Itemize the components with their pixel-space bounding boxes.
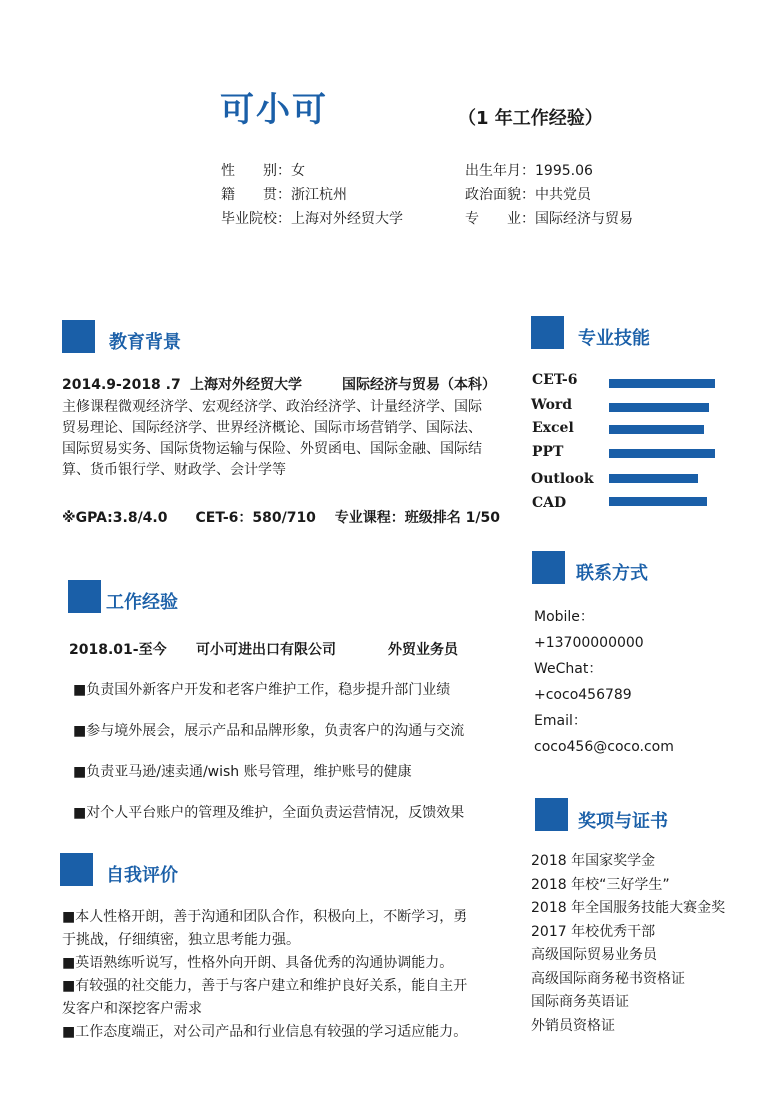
info-value: 浙江杭州: [291, 187, 347, 203]
section-marker: [532, 551, 565, 584]
info-key: 毕业院校：: [221, 211, 291, 227]
education-major: 国际经济与贸易（本科）: [342, 377, 496, 393]
skill-label: PPT: [532, 444, 564, 460]
info-key: 出生年月：: [465, 163, 535, 179]
award-item: 2018 年全国服务技能大赛金奖: [531, 900, 726, 916]
awards-list: [531, 850, 725, 1038]
info-key: 专 业：: [465, 211, 535, 227]
contact-info: [534, 604, 674, 760]
work-position: 外贸业务员: [388, 642, 458, 658]
skills-title: 专业技能: [578, 328, 650, 349]
work-item: ■对个人平台账户的管理及维护，全面负责运营情况，反馈效果: [73, 805, 465, 821]
experience-years: （1 年工作经验）: [458, 108, 603, 129]
contact-title: 联系方式: [576, 563, 648, 584]
awards-title: 奖项与证书: [578, 811, 668, 832]
contact-wechat-label: WeChat：: [534, 661, 603, 677]
section-marker: [60, 853, 93, 886]
skills-list: [531, 370, 731, 515]
work-title: 工作经验: [106, 592, 178, 613]
info-value: 中共党员: [535, 187, 591, 203]
course-line: 贸易理论、国际经济学、世界经济概论、国际市场营销学、国际法、: [62, 420, 482, 436]
contact-email-label: Email：: [534, 713, 587, 729]
info-key: 政治面貌：: [465, 187, 535, 203]
education-scores: ※GPA:3.8/4.0 CET-6：580/710 专业课程：班级排名 1/50: [62, 510, 501, 526]
work-period: 2018.01-至今: [69, 642, 167, 658]
award-item: 外销员资格证: [531, 1017, 615, 1034]
self-eval-line: 于挑战，仔细缜密，独立思考能力强。: [62, 932, 300, 948]
award-item: 2018 年国家奖学金: [531, 853, 656, 869]
work-item: ■负责亚马逊/速卖通/wish 账号管理，维护账号的健康: [73, 764, 412, 780]
course-line: 算、货币银行学、财政学、会计学等: [62, 462, 286, 478]
self-eval-line: ■本人性格开朗，善于沟通和团队合作，积极向上，不断学习，勇: [62, 909, 468, 925]
award-item: 高级国际贸易业务员: [531, 947, 657, 963]
award-item: 2017 年校优秀干部: [531, 923, 656, 940]
candidate-name: 可小可: [220, 90, 328, 130]
self-eval-line: ■英语熟练听说写，性格外向开朗、具备优秀的沟通协调能力。: [62, 955, 454, 971]
section-marker: [62, 320, 95, 353]
award-item: 2018 年校“三好学生”: [531, 876, 670, 893]
info-key: 籍 贯：: [221, 187, 291, 203]
basic-info-left: [221, 160, 461, 230]
info-value: 女: [291, 163, 305, 179]
skill-bar: [609, 449, 715, 458]
skill-label: CET-6: [532, 372, 578, 388]
self-eval-title: 自我评价: [106, 865, 178, 886]
course-line: 主修课程微观经济学、宏观经济学、政治经济学、计量经济学、国际: [62, 399, 482, 415]
info-key: 性 别：: [221, 163, 291, 179]
skill-bar: [609, 474, 698, 483]
skill-label: CAD: [532, 495, 567, 511]
skill-bar: [609, 425, 704, 434]
education-title: 教育背景: [109, 332, 181, 353]
section-marker: [68, 580, 101, 613]
self-eval-line: 发客户和深挖客户需求: [62, 1001, 202, 1017]
skill-bar: [609, 403, 709, 412]
info-value: 国际经济与贸易: [535, 211, 633, 227]
info-value: 上海对外经贸大学: [291, 211, 403, 227]
contact-email: coco456@coco.com: [534, 739, 674, 755]
contact-mobile-label: Mobile：: [534, 609, 594, 625]
skill-bar: [609, 379, 715, 388]
skill-bar: [609, 497, 707, 506]
contact-mobile: +13700000000: [534, 635, 644, 651]
section-marker: [531, 316, 564, 349]
skill-label: Word: [531, 397, 573, 413]
section-marker: [535, 798, 568, 831]
skill-label: Excel: [532, 420, 574, 436]
education-school: 上海对外经贸大学: [190, 377, 302, 393]
education-period: 2014.9-2018 .7: [62, 377, 181, 393]
self-eval-line: ■工作态度端正，对公司产品和行业信息有较强的学习适应能力。: [62, 1024, 468, 1040]
award-item: 高级国际商务秘书资格证: [531, 970, 685, 987]
work-item: ■负责国外新客户开发和老客户维护工作，稳步提升部门业绩: [73, 682, 451, 698]
work-company: 可小可进出口有限公司: [196, 642, 336, 658]
basic-info-right: [465, 160, 725, 230]
contact-wechat: +coco456789: [534, 687, 632, 703]
skill-label: Outlook: [531, 471, 594, 487]
education-courses: [62, 397, 502, 481]
award-item: 国际商务英语证: [531, 994, 629, 1010]
work-item: ■参与境外展会，展示产品和品牌形象，负责客户的沟通与交流: [73, 723, 465, 739]
course-line: 国际贸易实务、国际货物运输与保险、外贸函电、国际金融、国际结: [62, 441, 482, 457]
info-value: 1995.06: [535, 163, 593, 179]
self-eval-line: ■有较强的社交能力，善于与客户建立和维护良好关系，能自主开: [62, 978, 468, 994]
self-eval-text: [62, 906, 502, 1044]
